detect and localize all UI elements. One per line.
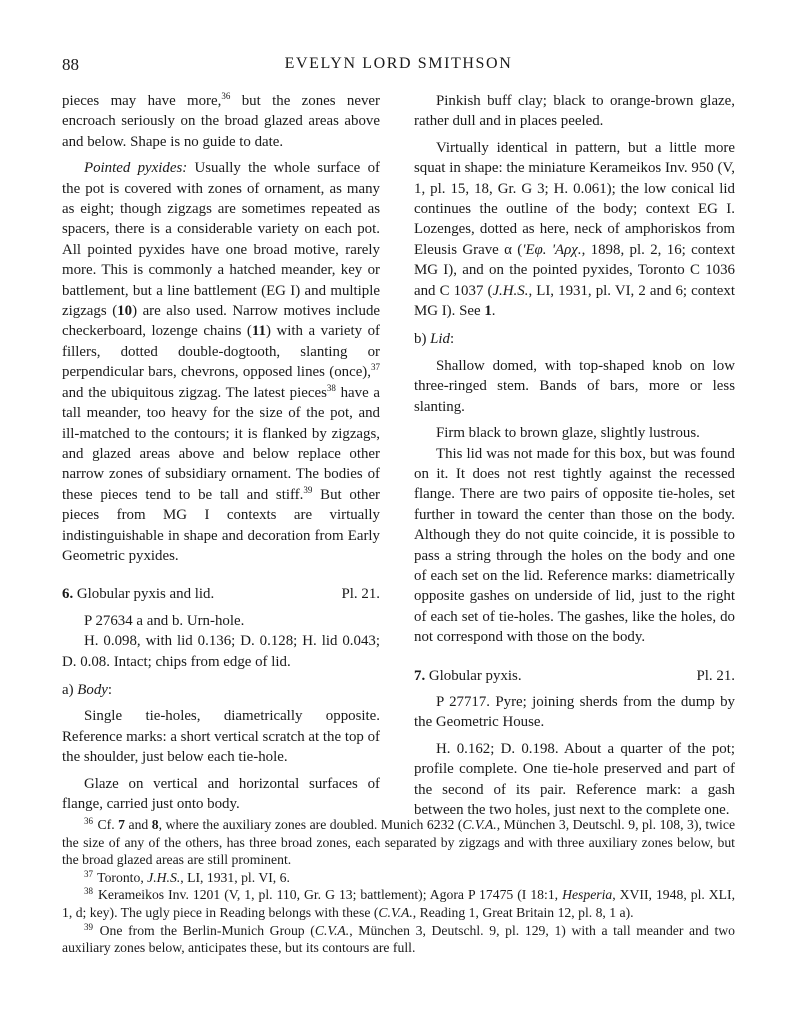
catalog-dimensions: H. 0.162; D. 0.198. About a quarter of the pot; profile complete. One tie-hole preserved and part of the second of its pair. Reference mark: a gash between the two holes, just next to the complete one. [414,740,735,818]
text-span: , XVII, 1948, pl. XLI, 1, d; key). The ugly piece in Reading belongs with these ( [62,887,736,920]
text-span: Cf. [94,817,119,832]
paragraph-pointed-pyxides [62,158,380,566]
running-head: EVELYN LORD SMITHSON [284,55,513,72]
catalog-inventory: P 27634 a and b. Urn-hole. [84,612,245,629]
text-span: , München 3, Deutschl. 9, pl. 108, 3), twice the size of any of the others, has three broad zones, each separated by zigzags and with three auxiliary zones below, but the broad glazed areas are still prominent. [62,817,736,868]
footnote-number: 38 [84,886,93,897]
text-span: and [124,817,152,832]
footnote-38 [62,886,735,921]
journal-title: C.V.A. [314,922,350,938]
journal-title: C.V.A. [378,904,413,920]
paragraph-continued [62,91,380,152]
footnote-number: 37 [84,868,93,879]
text-span: b) [414,331,431,348]
text-span: ) with a variety of fillers, dotted double-dogtooth, slanting or perpendicular bars, chevrons, opposed lines (once), [62,323,380,381]
text-span: Toronto, [94,869,148,885]
footnotes [62,816,735,957]
catalog-title [414,666,522,686]
catalog-number: 6. [62,586,74,603]
journal-title: C.V.A. [462,817,497,832]
text-span: Virtually identical in pattern, but a little more squat in shape: the miniature Kerameikos Inv. 950 (V, 1, pl. 15, 18, Gr. G 3; H. 0.061); the low conical lid continues the outline of the body; context EG I. Lozenges, dotted as here, neck of amphoriskos from Eleusis Grave α ( [414,139,735,258]
footnote-ref-38: 38 [326,382,336,393]
lid-discussion: This lid was not made for this box, but was found on it. It does not rest tightly against the recessed flange. There are two pairs of opposite tie-holes, set further in toward the center than those on the body. Although they do not quite coincide, it is possible to pass a string through the holes on the body and one of each set on the lid. Reference marks: diametrically opposite gashes on underside of lid, just to the right of each set of tie-holes. The gashes, like the holes, do not correspond with those on the body. [414,445,735,646]
footnote-number: 39 [84,921,93,932]
journal-title: J.H.S. [492,282,529,299]
text-span: , LI, 1931, pl. VI, 2 and 6; context MG I). See [414,282,735,320]
page-number: 88 [62,55,79,74]
text-span: Kerameikos Inv. 1201 (V, 1, pl. 110, Gr. G 13; battlement); Agora P 17475 (I 18:1, [94,887,563,903]
subsection-title: Body [77,681,108,698]
text-span: , LI, 1931, pl. VI, 6. [180,869,290,885]
text-span: . [491,303,496,320]
page-header [62,55,735,79]
text-span: , München 3, Deutschl. 9, pl. 129, 1) with a tall meander and two auxiliary zones below, anticipates these, but its contours are full. [62,922,735,956]
text-span: But other pieces from MG I contexts are virtually indistinguishable in shape and decoration from Early Geometric pyxides. [62,486,381,564]
lid-glaze: Firm black to brown glaze, slightly lustrous. [436,425,700,442]
catalog-title [62,584,214,604]
catalog-dimensions: H. 0.098, with lid 0.136; D. 0.128; H. lid 0.043; D. 0.08. Intact; chips from edge of lid. [62,633,380,670]
plate-ref: Pl. 21. [696,667,735,684]
lid-shape: Shallow domed, with top-shaped knob on low three-ringed stem. Bands of bars, more or less slanting. [414,357,735,415]
text-span: but the zones never encroach seriously on the broad glazed areas above and below. Shape is no guide to date. [62,93,380,150]
subsection-title: Lid [430,331,451,348]
journal-title: Hesperia [562,887,613,903]
section-heading: Pointed pyxides: [84,160,188,177]
greek-journal: 'Εφ. 'Αρχ. [522,241,582,258]
footnote-ref-39: 39 [303,484,313,495]
text-span: ) are also used. Narrow motives include checkerboard, lozenge chains ( [62,303,380,340]
catalog-ref: 7 [118,817,125,832]
plate-ref: Pl. 21. [341,586,380,603]
text-span: and the ubiquitous zigzag. The latest pieces [62,384,327,401]
catalog-inventory: P 27717. Pyre; joining sherds from the dump by the Geometric House. [414,693,735,731]
body-description: Single tie-holes, diametrically opposite. Reference marks: a short vertical scratch at the top of the shoulder, just below each tie-hole. [62,708,380,766]
footnote-36 [62,816,735,869]
footnote-39 [62,922,735,957]
text-span: , Reading 1, Great Britain 12, pl. 8, 1 a). [412,904,634,920]
text-span: have a tall meander, too heavy for the size of the pot, and ill-matched to the contours; it is flanked by zigzags, and glazed areas above and below replace other narrow zones of subsidiary ornament. The bodies of these pieces tend to be tall and stiff. [62,384,380,503]
footnote-37 [62,869,735,887]
text-span: , 1898, pl. 2, 16; context MG I), and on the pointed pyxides, Toronto C 1036 and C 1037 ( [414,241,735,299]
text-span: Globular pyxis and lid. [73,586,215,603]
subsection-lid [414,329,735,349]
text-span: : [107,681,113,698]
catalog-ref: 1 [484,303,492,320]
text-span: , where the auxiliary zones are doubled. Munich 6232 ( [158,817,463,832]
catalog-number: 7. [414,667,426,684]
journal-title: J.H.S. [147,869,181,885]
subsection-body [62,680,380,700]
footnote-ref-37: 37 [371,362,380,373]
left-column [62,91,380,814]
text-span: Usually the whole surface of the pot is covered with zones of ornament, as many as eight; though zigzags are sometimes repeated as spacers, there is a considerable variety on each pot. All pointed pyxides have one broad motive, rarely more. This is commonly a hatched meander, key or battlement, but a line battlement (EG I) and multiple zigzags ( [62,160,380,320]
text-span: One from the Berlin-Munich Group ( [94,922,315,938]
footnote-ref-36: 36 [221,91,231,101]
text-span: a) [62,681,78,698]
body-glaze: Glaze on vertical and horizontal surfaces of flange, carried just onto body. [62,775,380,812]
catalog-ref: 11 [251,323,266,340]
catalog-entry-6-heading [62,584,380,604]
text-span: pieces may have more, [62,93,222,109]
comparanda [414,138,735,322]
text-span: : [450,331,455,348]
footnote-number: 36 [84,816,93,826]
text-span: Globular pyxis. [425,667,522,684]
clay-description: Pinkish buff clay; black to orange-brown glaze, rather dull and in places peeled. [414,93,735,130]
catalog-ref: 8 [151,817,159,832]
catalog-entry-7-heading [414,666,735,686]
right-column [414,91,735,820]
catalog-ref: 10 [117,303,133,320]
